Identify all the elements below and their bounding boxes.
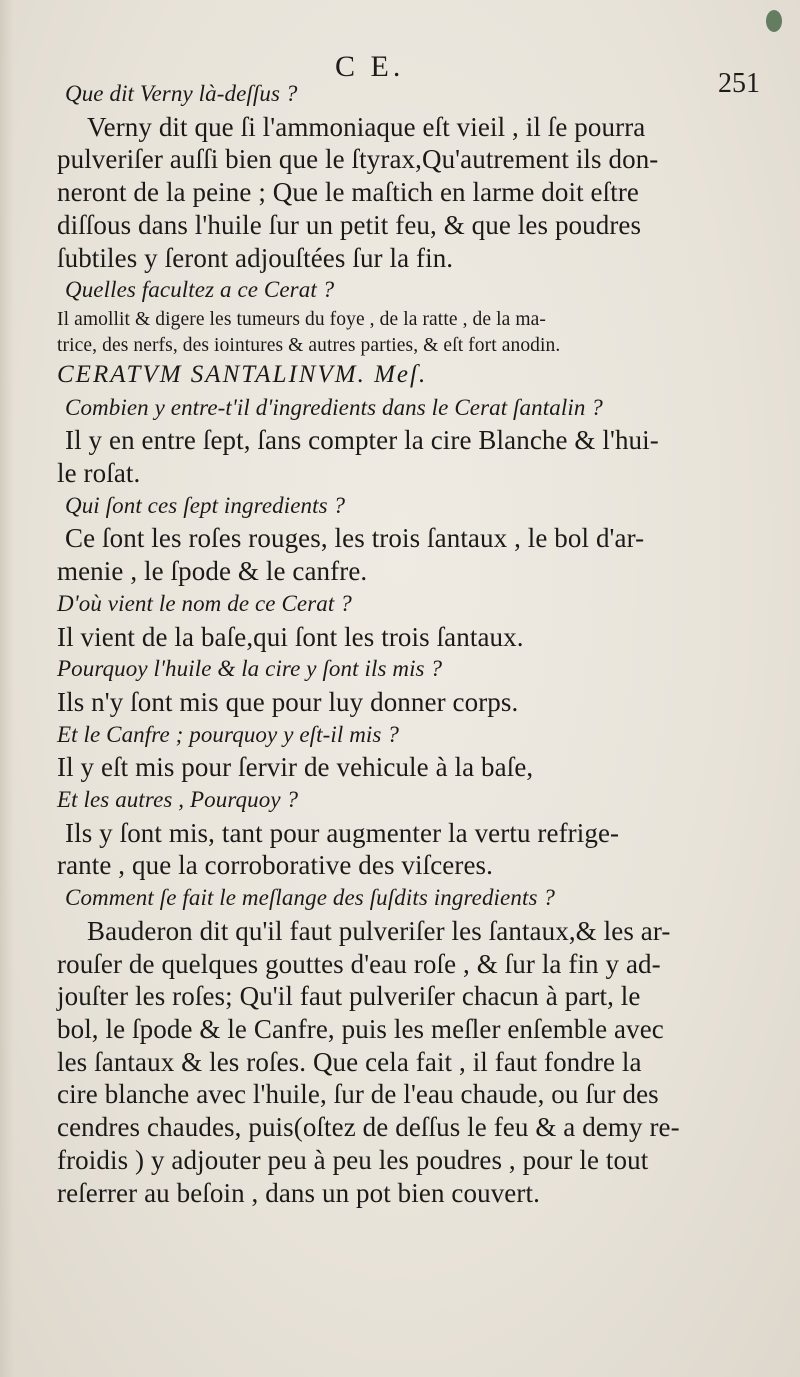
page-number: 251 (718, 68, 760, 99)
body-line: Ils y ſont mis, tant pour augmenter la vertu refrige- (65, 817, 620, 848)
page-body (47, 78, 765, 1209)
body-line: Il y eſt mis pour ſervir de vehicule à la baſe, (57, 752, 534, 783)
body-line: les ſantaux & les roſes. Que cela fait , il faut fondre la (57, 1046, 642, 1077)
question-line: D'où vient le nom de ce Cerat ? (57, 590, 352, 616)
question-line: Comment ſe fait le meſlange des ſuſdits ingredients ? (65, 885, 555, 911)
body-line: rouſer de quelques gouttes d'eau roſe , & ſur la fin y ad- (57, 948, 661, 979)
body-line-small: trice, des nerfs, des iointures & autres parties, & eſt fort anodin. (57, 334, 561, 356)
body-line: le roſat. (57, 458, 141, 489)
body-line: Ils n'y ſont mis que pour luy donner corps. (57, 686, 519, 717)
body-line: Bauderon dit qu'il faut pulveriſer les ſantaux,& les ar- (87, 915, 671, 946)
section-heading: CERATVM SANTALINVM. Meſ. (57, 360, 428, 388)
question-line: Quelles facultez a ce Cerat ? (65, 277, 335, 303)
question-line: Et les autres , Pourquoy ? (57, 787, 299, 813)
body-line: Ce ſont les roſes rouges, les trois ſantaux , le bol d'ar- (65, 523, 645, 554)
body-line: Il y en entre ſept, ſans compter la cire Blanche & l'hui- (65, 425, 659, 456)
running-head: C E. (335, 50, 405, 83)
body-line: menie , le ſpode & le canfre. (57, 556, 368, 587)
body-line: pulveriſer auſſi bien que le ſtyrax,Qu'autrement ils don- (57, 144, 659, 175)
body-line: cendres chaudes, puis(oſtez de deſſus le feu & a demy re- (57, 1112, 680, 1143)
body-line: Il vient de la baſe,qui ſont les trois ſantaux. (57, 621, 524, 652)
body-line-small: Il amollit & digere les tumeurs du foye , de la ratte , de la ma- (57, 308, 546, 330)
ink-stain (766, 10, 782, 32)
question-line: Combien y entre-t'il d'ingredients dans le Cerat ſantalin ? (65, 394, 603, 420)
body-line: neront de la peine ; Que le maſtich en larme doit eſtre (57, 177, 640, 208)
question-line: Pourquoy l'huile & la cire y ſont ils mis ? (57, 656, 443, 682)
question-line: Que dit Verny là-deſſus ? (65, 81, 298, 106)
body-line: cire blanche avec l'huile, ſur de l'eau chaude, ou ſur des (57, 1079, 659, 1110)
body-line: reſerrer au beſoin , dans un pot bien couvert. (57, 1177, 540, 1208)
question-line: Qui ſont ces ſept ingredients ? (65, 492, 346, 518)
question-line: Et le Canfre ; pourquoy y eſt-il mis ? (57, 721, 399, 747)
body-line: rante , que la corroborative des viſceres. (57, 850, 494, 881)
body-line: froidis ) y adjouter peu à peu les poudres , pour le tout (57, 1144, 649, 1175)
body-line: jouſter les roſes; Qu'il faut pulveriſer chacun à part, le (57, 981, 641, 1012)
body-line: Verny dit que ſi l'ammoniaque eſt vieil , il ſe pourra (87, 111, 646, 142)
body-line: bol, le ſpode & le Canfre, puis les meſler enſemble avec (57, 1013, 664, 1044)
body-line: ſubtiles y ſeront adjouſtées ſur la fin. (57, 242, 454, 273)
body-line: diſſous dans l'huile ſur un petit feu, & que les poudres (57, 209, 642, 240)
page-edge-shadow (0, 0, 14, 1377)
